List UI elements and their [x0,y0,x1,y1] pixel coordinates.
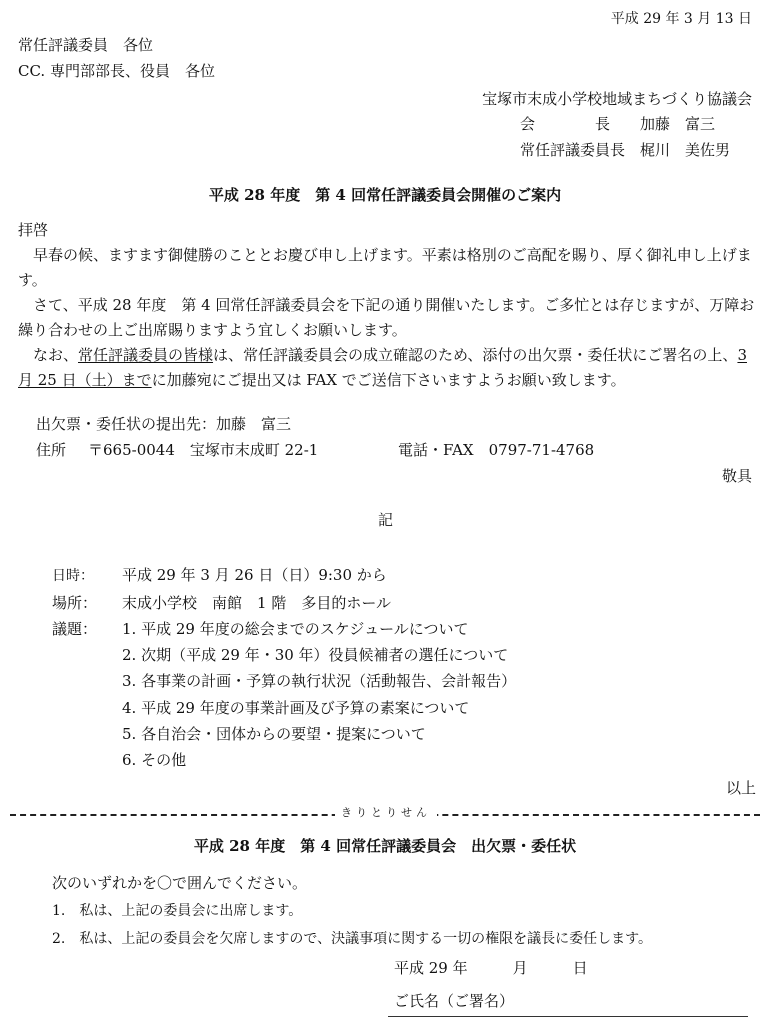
ijou: 以上 [725,779,756,797]
p3-part-c: は、常任評議委員会の成立確認のため、添付の出欠票・委任状にご署名の上、 [213,346,738,364]
p3-underline-deadline: 3 月 25 日（土）まで [18,346,747,389]
form-instruction: 次のいずれかを〇で囲んでください。 [52,874,308,892]
closing-keigu: 敬具 [721,467,752,485]
phone-fax: 電話・FAX 0797-71-4768 [398,441,595,459]
agenda-label: 議題： [52,620,98,638]
document-title: 平成 28 年度 第 4 回常任評議委員会開催のご案内 [208,186,562,204]
address-label: 住所 [36,441,67,459]
signature-line[interactable] [388,1016,748,1017]
sender-chair-name: 加藤 富三 [640,115,716,133]
form-date-line[interactable]: 平成 29 年 月 日 [394,959,588,977]
cut-line-label: きりとりせん [335,804,437,820]
document-date: 平成 29 年 3 月 13 日 [610,11,752,27]
submission-to: 出欠票・委任状の提出先：加藤 富三 [36,415,292,433]
sender-committee-name: 梶川 美佐男 [640,141,731,159]
agenda-item-4: 4. 平成 29 年度の事業計画及び予算の素案について [122,699,470,717]
body-paragraph-1: 早春の候、ますます御健勝のこととお慶び申し上げます。平素は格別のご高配を賜り、厚く御礼申し上げます。 [18,246,752,289]
sender-committee-title: 常任評議委員長 [520,141,626,159]
greeting: 拝啓 [18,221,49,239]
body-paragraph-3 [18,343,758,393]
form-option-1[interactable]: 1. 私は、上記の委員会に出席します。 [52,903,303,919]
place-label: 場所： [52,594,98,612]
place-value: 末成小学校 南館 1 階 多目的ホール [122,594,392,612]
sender-chair-title: 会 長 [520,115,611,133]
p3-underline-members: 常任評議委員の皆様 [78,346,214,364]
agenda-item-5: 5. 各自治会・団体からの要望・提案について [122,725,426,743]
body-paragraph-2: さて、平成 28 年度 第 4 回常任評議委員会を下記の通り開催いたします。ご多忙とは存じますが、万障お繰り合わせの上ご出席賜りますよう宜しくお願いします。 [18,296,755,339]
p3-part-e: に加藤宛にご提出又は FAX でご送信下さいますようお願い致します。 [151,371,626,389]
ki-heading: 記 [378,511,394,529]
sender-organization: 宝塚市末成小学校地域まちづくり協議会 [482,90,752,108]
agenda-item-3: 3. 各事業の計画・予算の執行状況（活動報告、会計報告） [122,672,517,690]
datetime-value: 平成 29 年 3 月 26 日（日）9:30 から [122,566,387,584]
form-title: 平成 28 年度 第 4 回常任評議委員会 出欠票・委任状 [193,837,577,855]
address-value: 〒665-0044 宝塚市末成町 22-1 [88,441,319,459]
addressee-primary: 常任評議委員 各位 [18,36,154,54]
agenda-item-2: 2. 次期（平成 29 年・30 年）役員候補者の選任について [122,646,509,664]
addressee-cc: CC. 専門部部長、役員 各位 [18,62,215,80]
agenda-item-1: 1. 平成 29 年度の総会までのスケジュールについて [122,620,469,638]
agenda-item-6: 6. その他 [122,751,187,769]
form-name-label: ご氏名（ご署名） [394,992,515,1010]
datetime-label: 日時： [52,568,94,584]
p3-part-a: なお、 [33,346,79,364]
form-option-2[interactable]: 2. 私は、上記の委員会を欠席しますので、決議事項に関する一切の権限を議長に委任します。 [52,931,652,947]
body-text [18,243,758,393]
